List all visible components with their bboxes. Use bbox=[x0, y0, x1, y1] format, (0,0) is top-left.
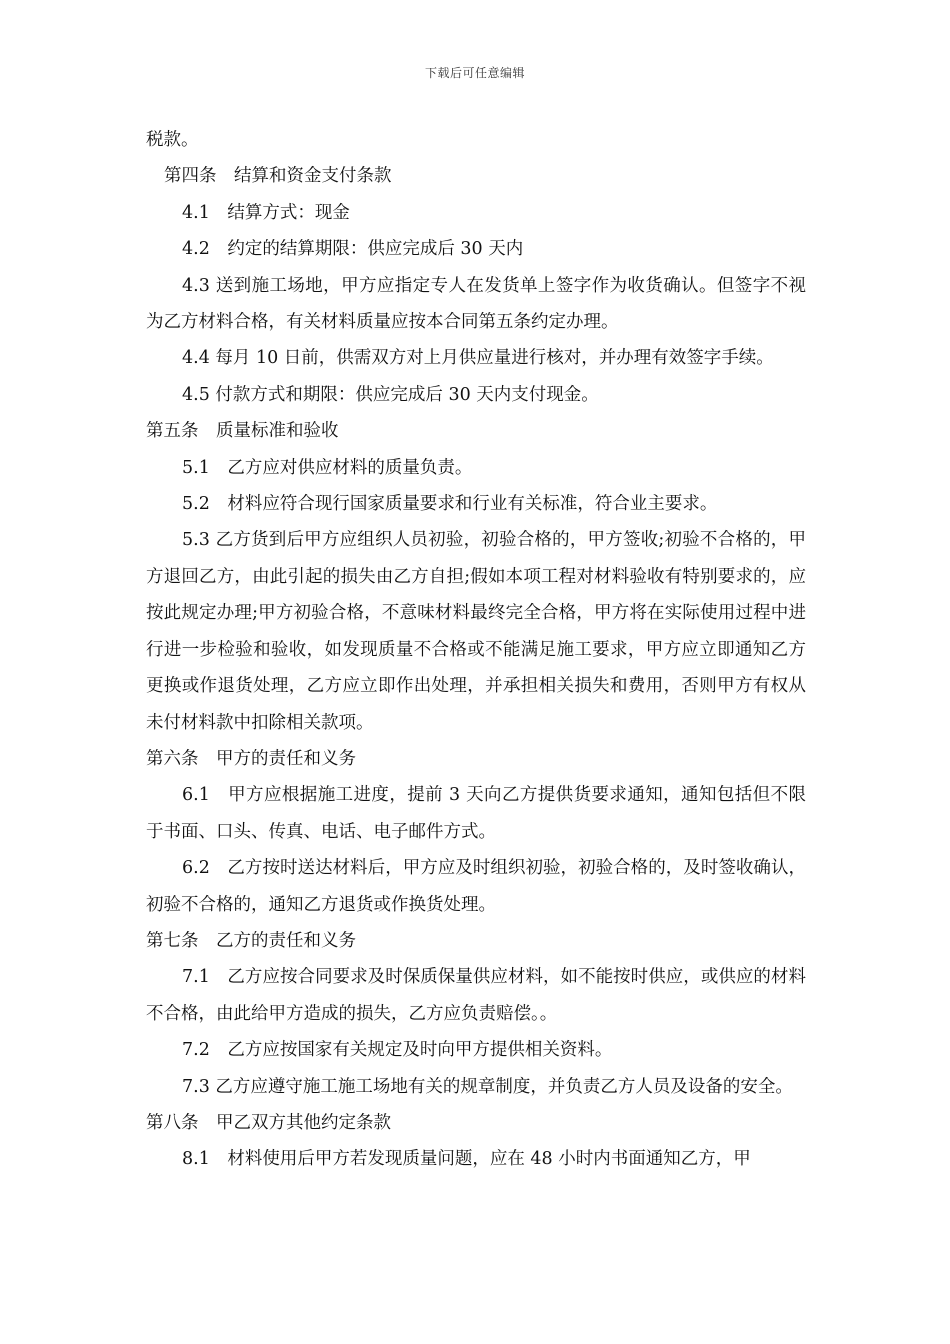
clause-7-2: 7.2 乙方应按国家有关规定及时向甲方提供相关资料。 bbox=[182, 1040, 613, 1061]
clause-4-3: 4.3 送到施工场地，甲方应指定专人在发货单上签字作为收货确认。但签字不视为乙方材料合格，有关材料质量应按本合同第五条约定办理。 bbox=[146, 275, 806, 333]
article-6-heading: 第六条 甲方的责任和义务 bbox=[146, 748, 356, 769]
article-4-heading: 第四条 结算和资金支付条款 bbox=[164, 166, 392, 187]
clause-4-1: 4.1 结算方式：现金 bbox=[182, 202, 350, 223]
document-body bbox=[146, 122, 806, 1178]
clause-7-1: 7.1 乙方应按合同要求及时保质保量供应材料，如不能按时供应，或供应的材料不合格，由此给甲方造成的损失，乙方应负责赔偿。。 bbox=[146, 967, 806, 1024]
clause-8-1: 8.1 材料使用后甲方若发现质量问题，应在 48 小时内书面通知乙方，甲 bbox=[182, 1149, 751, 1170]
clause-4-4: 4.4 每月 10 日前，供需双方对上月供应量进行核对，并办理有效签字手续。 bbox=[182, 348, 774, 369]
clause-4-5: 4.5 付款方式和期限：供应完成后 30 天内支付现金。 bbox=[182, 384, 599, 405]
article-8-heading: 第八条 甲乙双方其他约定条款 bbox=[146, 1112, 391, 1133]
clause-7-3: 7.3 乙方应遵守施工施工场地有关的规章制度，并负责乙方人员及设备的安全。 bbox=[182, 1076, 793, 1097]
clause-5-3: 5.3 乙方货到后甲方应组织人员初验，初验合格的，甲方签收;初验不合格的，甲方退回乙方，由此引起的损失由乙方自担;假如本项工程对材料验收有特别要求的，应按此规定办理;甲方初验合格，不意味材料最终完全合格，甲方将在实际使用过程中进行进一步检验和验收，如发现质量不合格或不能满足施工要求，甲方应立即通知乙方更换或作退货处理，乙方应立即作出处理，并承担相关损失和费用，否则甲方有权从未付材料款中扣除相关款项。 bbox=[146, 530, 806, 733]
clause-6-2: 6.2 乙方按时送达材料后，甲方应及时组织初验，初验合格的，及时签收确认，初验不合格的，通知乙方退货或作换货处理。 bbox=[146, 858, 806, 915]
article-7-heading: 第七条 乙方的责任和义务 bbox=[146, 930, 356, 951]
article-5-heading: 第五条 质量标准和验收 bbox=[146, 421, 339, 442]
clause-6-1: 6.1 甲方应根据施工进度，提前 3 天向乙方提供货要求通知，通知包括但不限于书面、口头、传真、电话、电子邮件方式。 bbox=[146, 785, 806, 842]
clause-4-2: 4.2 约定的结算期限：供应完成后 30 天内 bbox=[182, 239, 524, 260]
page-header: 下载后可任意编辑 bbox=[424, 66, 525, 80]
paragraph-tax-continuation: 税款。 bbox=[146, 130, 199, 150]
clause-5-2: 5.2 材料应符合现行国家质量要求和行业有关标准，符合业主要求。 bbox=[182, 494, 718, 515]
clause-5-1: 5.1 乙方应对供应材料的质量负责。 bbox=[182, 457, 473, 478]
